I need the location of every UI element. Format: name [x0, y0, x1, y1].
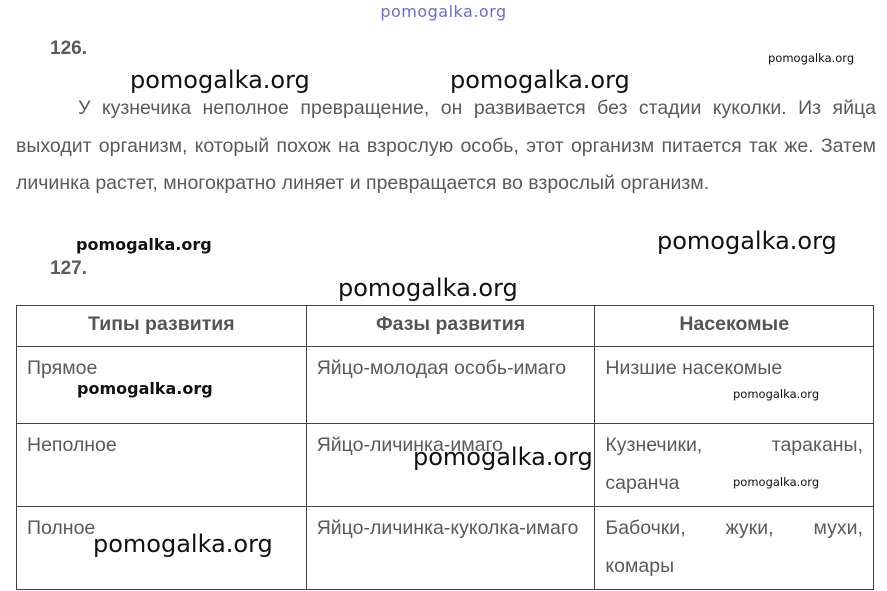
task-126-answer-text: У кузнечика неполное превращение, он развивается без стадии куколки. Из яйца выходит организм, который похож на взрослую особь, этот организм питается так же. Затем личинка растет, многократно линяет и превращается во взрослый организм. [16, 97, 876, 194]
table-cell: Прямое [17, 347, 307, 424]
header-insects: Насекомые [595, 306, 874, 347]
table-cell: Яйцо-молодая особь-имаго [306, 347, 595, 424]
table-header-row [17, 306, 874, 347]
table-cell: Яйцо-личинка-куколка-имаго [306, 507, 595, 590]
table-cell: Кузнечики, тараканы, саранча [595, 424, 874, 507]
task-number-127: 127. [50, 258, 87, 279]
watermark-text: pomogalka.org [657, 227, 837, 255]
header-development-types: Типы развития [17, 306, 307, 347]
table-cell: Яйцо-личинка-имаго [306, 424, 595, 507]
table-cell: Низшие насекомые [595, 347, 874, 424]
header-development-phases: Фазы развития [306, 306, 595, 347]
watermark-text: pomogalka.org [76, 235, 212, 254]
watermark-text: pomogalka.org [733, 387, 820, 401]
watermark-text: pomogalka.org [450, 66, 630, 94]
watermark-text: pomogalka.org [93, 530, 273, 558]
task-number-126: 126. [50, 38, 87, 59]
watermark-text: pomogalka.org [413, 443, 593, 471]
site-watermark-top: pomogalka.org [380, 2, 507, 21]
table-cell: Неполное [17, 424, 307, 507]
watermark-text: pomogalka.org [768, 51, 855, 65]
watermark-text: pomogalka.org [77, 379, 213, 398]
watermark-text: pomogalka.org [733, 475, 820, 489]
table-cell: Полное [17, 507, 307, 590]
watermark-text: pomogalka.org [338, 274, 518, 302]
watermark-text: pomogalka.org [130, 66, 310, 94]
table-cell: Бабочки, жуки, мухи, комары [595, 507, 874, 590]
